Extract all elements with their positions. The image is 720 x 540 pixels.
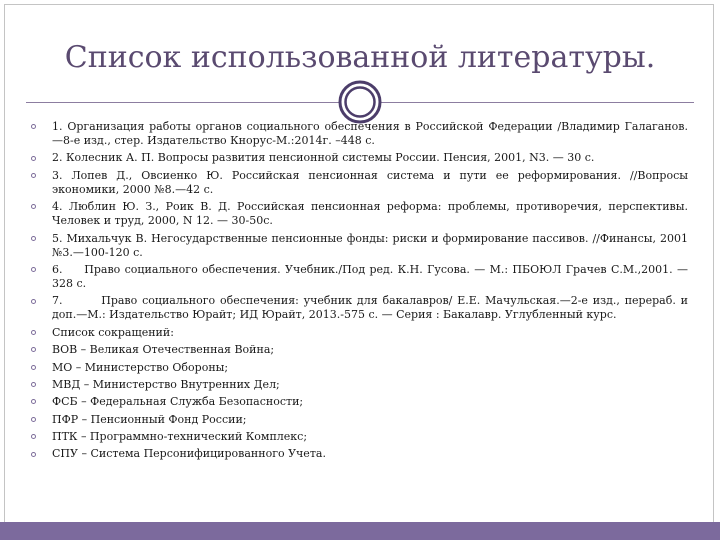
list-item: МВД – Министерство Внутренних Дел; — [22, 378, 688, 392]
list-item: ПТК – Программно-технический Комплекс; — [22, 430, 688, 444]
slide-title: Список использованной литературы. — [64, 40, 656, 75]
list-item: ФСБ – Федеральная Служба Безопасности; — [22, 395, 688, 409]
bottom-band — [0, 522, 720, 540]
list-item: 5. Михальчук В. Негосударственные пенсионные фонды: риски и формирование пассивов. //Финансы, 2001 №3.—100-120 с. — [22, 232, 688, 260]
list-item: ПФР – Пенсионный Фонд России; — [22, 413, 688, 427]
list-item: 2. Колесник А. П. Вопросы развития пенсионной системы России. Пенсия, 2001, N3. — 30 с. — [22, 151, 688, 165]
list-item: ВОВ – Великая Отечественная Война; — [22, 343, 688, 357]
list-item: СПУ – Система Персонифицированного Учета. — [22, 447, 688, 461]
list-item: 3. Лопев Д., Овсиенко Ю. Российская пенсионная система и пути ее реформирования. //Вопросы экономики, 2000 №8.—42 с. — [22, 169, 688, 197]
list-item: 1. Организация работы органов социального обеспечения в Российской Федерации /Владимир Галаганов. —8-е изд., стер. Издательство Кнорус-М.:2014г. –448 с. — [22, 120, 688, 148]
circle-ornament-icon — [338, 80, 382, 124]
list-item: 7. Право социального обеспечения: учебник для бакалавров/ Е.Е. Мачульская.—2-е изд., перераб. и доп.—М.: Издательство Юрайт; ИД Юрайт, 2013.-575 с. — Серия : Бакалавр. Углубленный курс. — [22, 294, 688, 322]
reference-list — [22, 120, 688, 465]
list-item: МО – Министерство Обороны; — [22, 361, 688, 375]
list-item: 4. Люблин Ю. З., Роик В. Д. Российская пенсионная реформа: проблемы, противоречия, перспективы. Человек и труд, 2000, N 12. — 30-50с. — [22, 200, 688, 228]
list-item: Список сокращений: — [22, 326, 688, 340]
list-item: 6. Право социального обеспечения. Учебник./Под ред. К.Н. Гусова. — М.: ПБОЮЛ Грачев С.М.,2001. — 328 с. — [22, 263, 688, 291]
